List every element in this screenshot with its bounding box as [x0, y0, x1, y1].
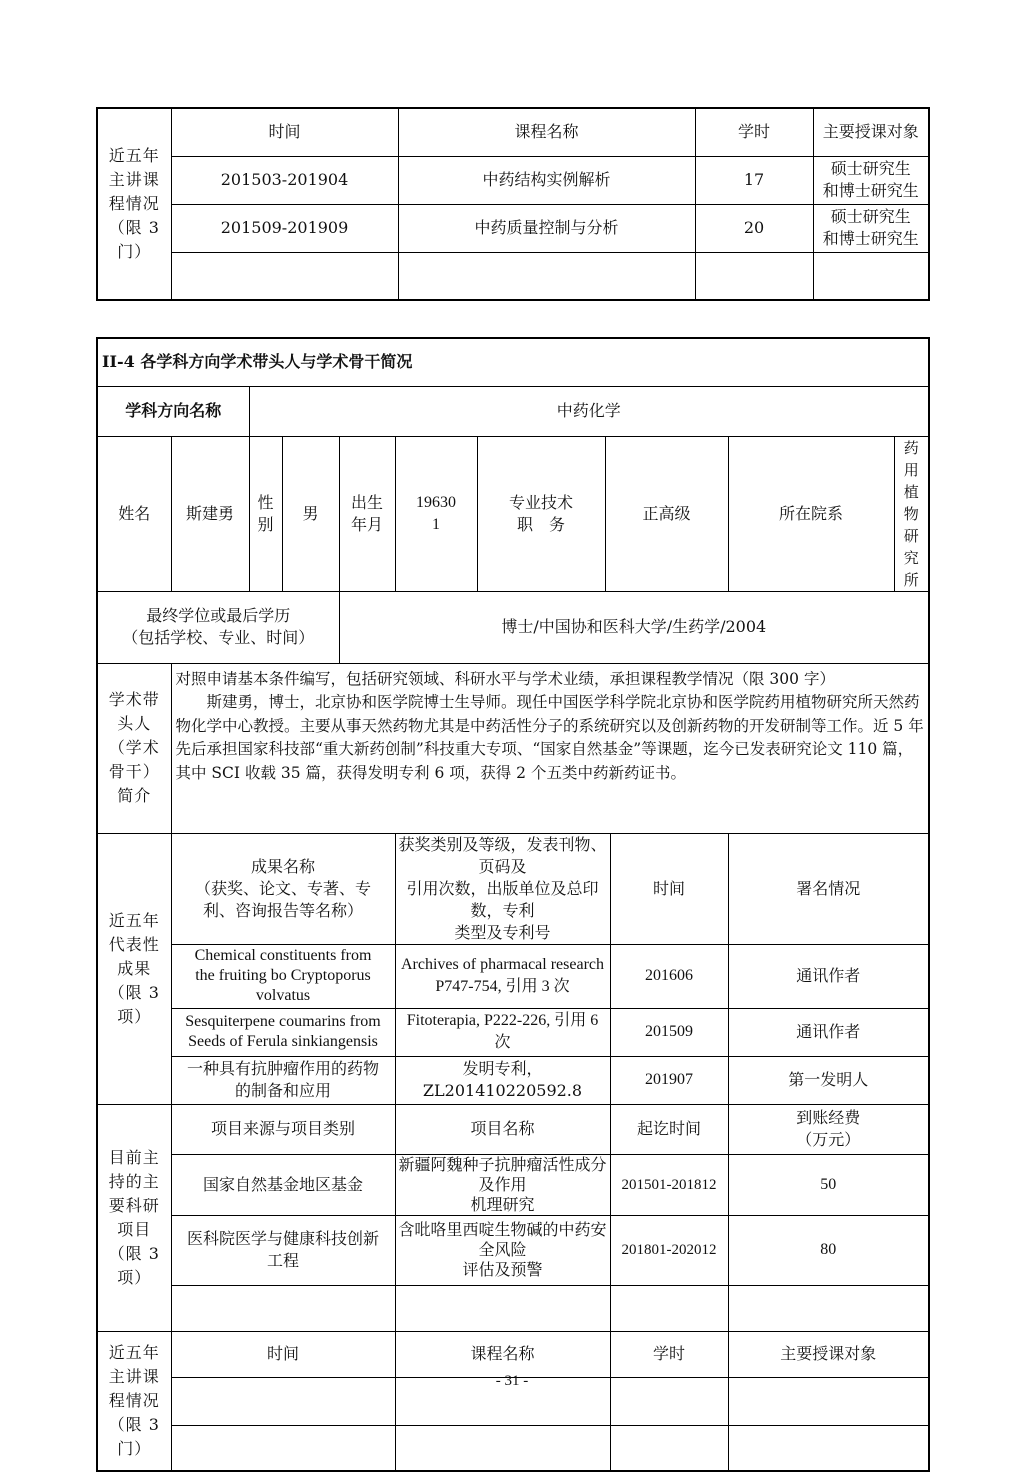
course-hours: 17: [695, 156, 813, 204]
achievement-header-detail: 获奖类别及等级，发表刊物、页码及 引用次数，出版单位及总印数，专利 类型及专利号: [395, 833, 610, 944]
achievement-header-time: 时间: [610, 833, 728, 944]
title-value: 正高级: [605, 436, 728, 591]
page-number: - 31 -: [495, 1373, 529, 1389]
project-funding: 80: [728, 1215, 929, 1285]
achievement-detail: 发明专利，ZL201410220592.8: [395, 1056, 610, 1104]
degree-value: 博士/中国协和医科大学/生药学/2004: [339, 591, 929, 663]
section-title: II-4 各学科方向学术带头人与学术骨干简况: [97, 338, 929, 386]
empty-cell: [395, 1425, 610, 1471]
project-period: 201501-201812: [610, 1154, 728, 1215]
project-period: 201801-202012: [610, 1215, 728, 1285]
empty-cell: [171, 1425, 395, 1471]
achievement-header-signature: 署名情况: [728, 833, 929, 944]
courses-side-label: 近五年 主讲课 程情况 （限 3 门）: [97, 108, 171, 300]
birth-value: 19630 1: [395, 436, 477, 591]
achievement-header-name: 成果名称 （获奖、论文、专著、专 利、咨询报告等名称）: [171, 833, 395, 944]
empty-cell: [395, 1285, 610, 1331]
header-audience: 主要授课对象: [728, 1331, 929, 1377]
achievements-side-label: 近五年 代表性 成果 （限 3 项）: [97, 833, 171, 1104]
empty-cell: [398, 252, 695, 300]
profile-table: [96, 337, 930, 1472]
project-source: 国家自然基金地区基金: [171, 1154, 395, 1215]
discipline-value: 中药化学: [249, 386, 929, 436]
project-name: 新疆阿魏种子抗肿瘤活性成分及作用 机理研究: [395, 1154, 610, 1215]
achievement-signature: 通讯作者: [728, 1008, 929, 1056]
course-time: 201503-201904: [171, 156, 398, 204]
project-header-source: 项目来源与项目类别: [171, 1104, 395, 1154]
empty-cell: [728, 1285, 929, 1331]
name-value: 斯建勇: [171, 436, 249, 591]
header-hours: 学时: [695, 108, 813, 156]
project-funding: 50: [728, 1154, 929, 1215]
courses-side-label: 近五年 主讲课 程情况 （限 3 门）: [97, 1331, 171, 1471]
dept-label: 所在院系: [728, 436, 894, 591]
project-source: 医科院医学与健康科技创新 工程: [171, 1215, 395, 1285]
achievement-signature: 第一发明人: [728, 1056, 929, 1104]
achievement-time: 201907: [610, 1056, 728, 1104]
bio-content: [171, 663, 929, 833]
gender-value: 男: [282, 436, 339, 591]
achievement-signature: 通讯作者: [728, 944, 929, 1008]
project-header-funding: 到账经费 （万元）: [728, 1104, 929, 1154]
empty-cell: [610, 1425, 728, 1471]
achievement-name: 一种具有抗肿瘤作用的药物 的制备和应用: [171, 1056, 395, 1104]
empty-cell: [728, 1425, 929, 1471]
achievement-detail: Fitoterapia, P222-226, 引用 6 次: [395, 1008, 610, 1056]
courses-table-top: [96, 107, 930, 301]
course-hours: 20: [695, 204, 813, 252]
birth-label: 出生 年月: [339, 436, 395, 591]
achievement-name: Chemical constituents from the fruiting bo Cryptoporus volvatus: [171, 944, 395, 1008]
bio-instruction: 对照申请基本条件编写，包括研究领域、科研水平与学术业绩，承担课程教学情况（限 300 字）: [175, 669, 835, 688]
header-hours: 学时: [610, 1331, 728, 1377]
course-audience: 硕士研究生 和博士研究生: [813, 156, 929, 204]
achievement-time: 201606: [610, 944, 728, 1008]
achievement-name: Sesquiterpene coumarins from Seeds of Ferula sinkiangensis: [171, 1008, 395, 1056]
header-time: 时间: [171, 1331, 395, 1377]
empty-cell: [610, 1285, 728, 1331]
empty-cell: [695, 252, 813, 300]
project-header-period: 起讫时间: [610, 1104, 728, 1154]
project-header-name: 项目名称: [395, 1104, 610, 1154]
header-time: 时间: [171, 108, 398, 156]
empty-cell: [813, 252, 929, 300]
dept-value: 药用植物研究所: [894, 436, 929, 591]
discipline-label: 学科方向名称: [97, 386, 249, 436]
gender-label: 性 别: [249, 436, 282, 591]
achievement-time: 201509: [610, 1008, 728, 1056]
header-audience: 主要授课对象: [813, 108, 929, 156]
empty-cell: [171, 1285, 395, 1331]
course-name: 中药质量控制与分析: [398, 204, 695, 252]
empty-cell: [171, 252, 398, 300]
achievement-detail: Archives of pharmacal research P747-754, 引用 3 次: [395, 944, 610, 1008]
header-course-name: 课程名称: [395, 1331, 610, 1377]
degree-label: 最终学位或最后学历 （包括学校、专业、时间）: [97, 591, 339, 663]
bio-label: 学术带 头人 （学术 骨干） 简介: [97, 663, 171, 833]
projects-side-label: 目前主 持的主 要科研 项目 （限 3 项）: [97, 1104, 171, 1331]
course-time: 201509-201909: [171, 204, 398, 252]
bio-text: 斯建勇，博士，北京协和医学院博士生导师。现任中国医学科学院北京协和医学院药用植物研究所天然药物化学中心教授。主要从事天然药物尤其是中药活性分子的系统研究以及创新药物的开发研制等工作。近 5 年先后承担国家科技部“重大新药创制”科技重大专项、“国家自然基金”等课题，迄今已发表研究论文 110 篇，其中 SCI 收载 35 篇，获得发明专利 6 项，获得 2 个五类中药新药证书。: [175, 693, 924, 782]
header-course-name: 课程名称: [398, 108, 695, 156]
title-label: 专业技术 职 务: [477, 436, 605, 591]
course-audience: 硕士研究生 和博士研究生: [813, 204, 929, 252]
course-name: 中药结构实例解析: [398, 156, 695, 204]
project-name: 含吡咯里西啶生物碱的中药安全风险 评估及预警: [395, 1215, 610, 1285]
name-label: 姓名: [97, 436, 171, 591]
